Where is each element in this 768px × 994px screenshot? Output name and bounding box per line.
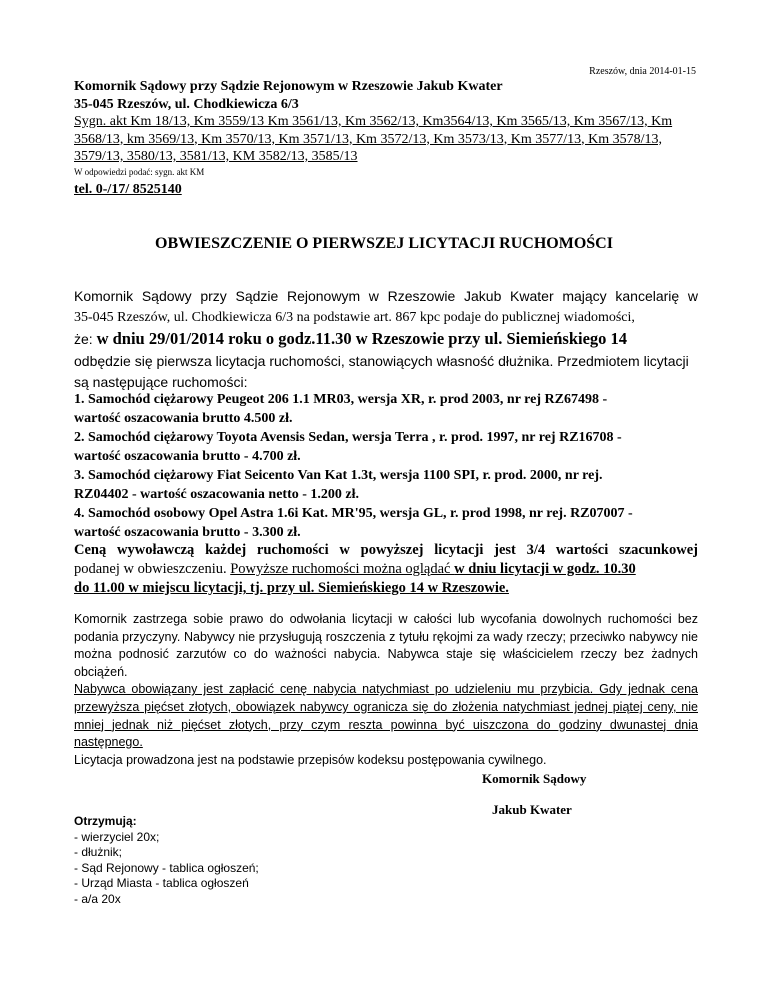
case-numbers-line-3: 3579/13, 3580/13, 3581/13, KM 3582/13, 3585/13 — [74, 149, 358, 164]
date-line: Rzeszów, dnia 2014-01-15 — [589, 66, 696, 77]
case-numbers-line-1: Sygn. akt Km 18/13, Km 3559/13 Km 3561/13, Km 3562/13, Km3564/13, Km 3565/13, Km 3567/13, Km — [74, 114, 673, 129]
viewing-time-2: do 11.00 w miejscu licytacji, tj. przy ul. Siemieńskiego 14 w Rzeszowie. — [74, 580, 509, 596]
list-item: - wierzyciel 20x; — [74, 829, 160, 844]
signature-role: Komornik Sądowy — [482, 771, 587, 786]
list-item — [74, 504, 698, 542]
list-item: - a/a 20x — [74, 891, 121, 906]
item-3-line-1: 3. Samochód ciężarowy Fiat Seicento Van Kat 1.3t, wersja 1100 SPI, r. prod. 2000, nr rej. — [74, 468, 603, 483]
signature-name: Jakub Kwater — [492, 802, 572, 817]
item-2-line-2: wartość oszacowania brutto - 4.700 zł. — [74, 449, 301, 464]
intro-line-4: odbędzie się pierwsza licytacja ruchomości, stanowiących własność dłużnika. Przedmiotem licytacji — [74, 353, 689, 369]
item-3-line-2: RZ04402 - wartość oszacowania netto - 1.200 zł. — [74, 487, 360, 502]
terms-section — [74, 611, 698, 769]
office-name: Komornik Sądowy przy Sądzie Rejonowym w Rzeszowie Jakub Kwater — [74, 79, 503, 94]
recipients — [74, 814, 259, 907]
viewing-note: Powyższe ruchomości można oglądać — [230, 561, 455, 577]
recipients-heading: Otrzymują: — [74, 814, 137, 828]
list-item: - Sąd Rejonowy - tablica ogłoszeń; — [74, 860, 259, 875]
terms-legal-basis: Licytacja prowadzona jest na podstawie przepisów kodeksu postępowania cywilnego. — [74, 752, 547, 767]
list-item — [74, 390, 698, 428]
phone-number: tel. 0-/17/ 8525140 — [74, 181, 182, 197]
item-1-line-1: 1. Samochód ciężarowy Peugeot 206 1.1 MR03, wersja XR, r. prod 2003, nr rej RZ67498 - — [74, 392, 608, 407]
list-item: - Urząd Miasta - tablica ogłoszeń — [74, 876, 249, 890]
starting-price-paragraph — [74, 541, 698, 598]
office-address: 35-045 Rzeszów, ul. Chodkiewicza 6/3 — [74, 96, 299, 112]
intro-paragraph — [74, 286, 698, 393]
viewing-line — [74, 560, 698, 579]
case-numbers-line-2: 3568/13, km 3569/13, Km 3570/13, Km 3571/13, Km 3572/13, Km 3573/13, Km 3577/13, Km 3578/13, — [74, 131, 663, 147]
intro-line-2: 35-045 Rzeszów, ul. Chodkiewicza 6/3 na podstawie art. 867 kpc podaje do publicznej wiadomości, — [74, 310, 635, 325]
list-item — [74, 428, 698, 466]
intro-line-5: są następujące ruchomości: — [74, 374, 248, 390]
list-item — [74, 466, 698, 504]
intro-line-3 — [74, 328, 698, 351]
reply-note: W odpowiedzi podać: sygn. akt KM — [74, 166, 205, 177]
item-2-line-1: 2. Samochód ciężarowy Toyota Avensis Sedan, wersja Terra , r. prod. 1997, nr rej RZ16708 - — [74, 430, 622, 445]
terms-payment: Nabywca obowiązany jest zapłacić cenę nabycia natychmiast po udzieleniu mu przybicia. Gdy jednak cena przewyższa pięćset złotych, obowiązek nabywcy ogranicza się do złożenia natychmiast jednej piątej ceny, nie mniej jednak niż pięćset złotych, przy czym reszta powinna być uiszczona do godziny dwunastej dnia następnego. — [74, 682, 698, 750]
auction-date-place: w dniu 29/01/2014 roku o godz.11.30 w Rzeszowie przy ul. Siemieńskiego 14 — [96, 329, 628, 348]
terms-reservation: Komornik zastrzega sobie prawo do odwołania licytacji w całości lub wycofania dowolnych ruchomości bez podania przyczyny. Nabywcy nie przysługują roszczenia z tytułu rękojmi za wady rzeczy; przeciwko nabywcy nie można podnosić zarzutów co do ważności nabycia. Nabywca staje się właścicielem rzeczy bez żadnych obciążeń. — [74, 612, 698, 679]
letterhead — [74, 78, 698, 198]
items-list — [74, 390, 698, 542]
viewing-time-1: w dniu licytacji w godz. 10.30 — [454, 561, 636, 577]
starting-price-line: Ceną wywoławczą każdej ruchomości w powyższej licytacji jest 3/4 wartości szacunkowej — [74, 542, 698, 558]
intro-line-1: Komornik Sądowy przy Sądzie Rejonowym w Rzeszowie Jakub Kwater mający kancelarię w — [74, 288, 698, 304]
list-item: - dłużnik; — [74, 845, 123, 859]
price-note-plain: podanej w obwieszczeniu. — [74, 561, 231, 577]
intro-prefix: że: — [74, 331, 97, 347]
notice-title: OBWIESZCZENIE O PIERWSZEJ LICYTACJI RUCHOMOŚCI — [155, 235, 613, 252]
item-4-line-1: 4. Samochód osobowy Opel Astra 1.6i Kat. MR'95, wersja GL, r. prod 1998, nr rej. RZ07007 - — [74, 506, 633, 521]
item-4-line-2: wartość oszacowania brutto - 3.300 zł. — [74, 525, 301, 540]
item-1-line-2: wartość oszacowania brutto 4.500 zł. — [74, 411, 293, 426]
